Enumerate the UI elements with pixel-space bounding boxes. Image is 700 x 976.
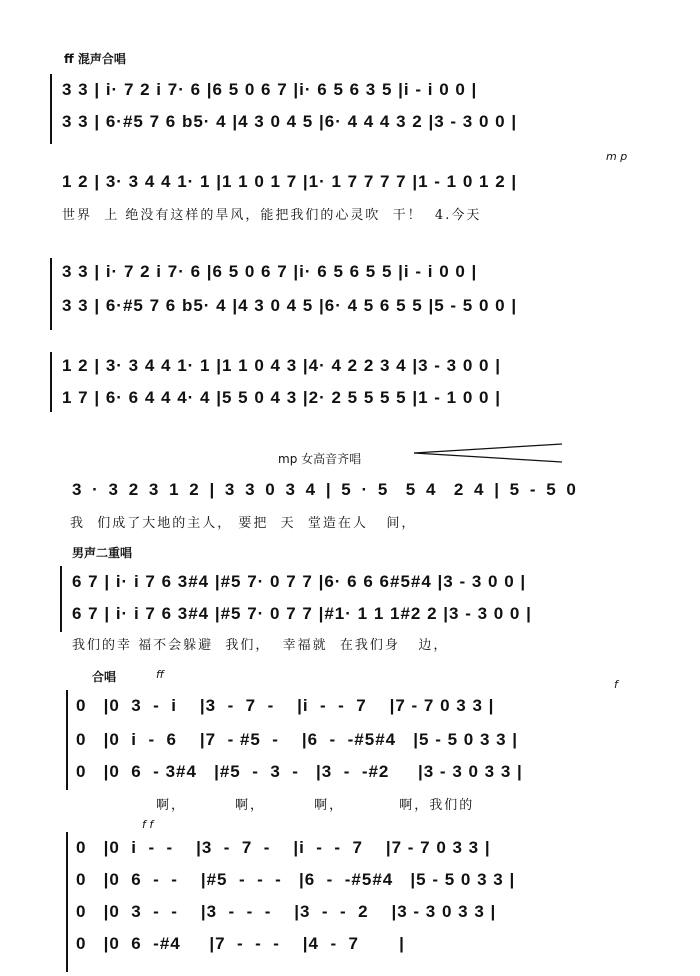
staff-line-upper-6: 6 7 | i· i 7 6 3#4 |#5 7· 0 7 7 |6· 6 6 6#5#4 |3 - 3 0 0 | [72,572,527,591]
dynamic-mark-f: f [614,678,618,691]
system-bracket [50,352,52,412]
system-bracket [66,690,68,790]
staff-line-chorus-7c: 0 |0 6 - 3#4 |#5 - 3 - |3 - -#2 |3 - 3 0 3 3 | [76,762,523,781]
staff-line-tenor-4: 1 2 | 3· 3 4 4 1· 1 |1 1 0 4 3 |4· 4 2 2 3 4 |3 - 3 0 0 | [62,356,501,375]
staff-line-chorus-8d: 0 |0 6 -#4 |7 - - - |4 - 7 | [76,934,405,953]
section-label-female-unison: mp 女高音齐唱 [278,452,362,466]
staff-line-alto-3: 3 3 | 6·#5 7 6 b5· 4 |4 3 0 4 5 |6· 4 5 6 5 5 |5 - 5 0 0 | [62,296,518,315]
lyrics-line-7: 啊， 啊， 啊， 啊，我们的 [156,798,475,813]
staff-line-chorus-8a: 0 |0 i - - |3 - 7 - |i - - 7 |7 - 7 0 3 3 | [76,838,491,857]
lyrics-line-6: 我们的幸 福不会躲避 我们， 幸福就 在我们身 边， [72,638,449,653]
crescendo-hairpin [414,442,564,464]
staff-line-chorus-8b: 0 |0 6 - - |#5 - - - |6 - -#5#4 |5 - 5 0 3 3 | [76,870,516,889]
staff-line-soprano-1: 3 3 | i· 7 2 i 7· 6 |6 5 0 6 7 |i· 6 5 6 3 5 |i - i 0 0 | [62,80,478,99]
staff-line-melody-2: 1 2 | 3· 3 4 4 1· 1 |1 1 0 1 7 |1· 1 7 7 7 7 |1 - 1 0 1 2 | [62,172,518,191]
system-bracket [50,258,52,330]
section-label-mixed-choir: ff 混声合唱 [64,52,126,66]
staff-line-chorus-7a: 0 |0 3 - i |3 - 7 - |i - - 7 |7 - 7 0 3 3 | [76,696,495,715]
staff-line-chorus-8c: 0 |0 3 - - |3 - - - |3 - - 2 |3 - 3 0 3 3 | [76,902,497,921]
system-bracket [60,566,62,632]
dynamic-mark-ff: ff [156,668,164,681]
dynamic-mark-mp: m p [606,150,628,163]
system-bracket [66,832,68,972]
staff-line-lower-6: 6 7 | i· i 7 6 3#4 |#5 7· 0 7 7 |#1· 1 1 1#2 2 |3 - 3 0 0 | [72,604,532,623]
staff-line-chorus-7b: 0 |0 i - 6 |7 - #5 - |6 - -#5#4 |5 - 5 0 3 3 | [76,730,519,749]
section-label-chorus: 合唱 [92,670,117,684]
lyrics-line-5: 我 们成了大地的主人， 要把 天 堂造在人 间， [70,516,417,531]
system-bracket [50,74,52,144]
dynamic-mark-ff-2: f f [142,818,154,831]
staff-line-alto-1: 3 3 | 6·#5 7 6 b5· 4 |4 3 0 4 5 |6· 4 4 4 3 2 |3 - 3 0 0 | [62,112,518,131]
staff-line-bass-4: 1 7 | 6· 6 4 4 4· 4 |5 5 0 4 3 |2· 2 5 5 5 5 |1 - 1 0 0 | [62,388,501,407]
staff-line-female-5: 3 · 3 2 3 1 2 | 3 3 0 3 4 | 5 · 5 5 4 2 4 | 5 - 5 0 [72,480,579,499]
lyrics-line-2: 世界 上 绝没有这样的旱风，能把我们的心灵吹 干！ 4.今天 [62,208,482,223]
staff-line-soprano-3: 3 3 | i· 7 2 i 7· 6 |6 5 0 6 7 |i· 6 5 6 5 5 |i - i 0 0 | [62,262,478,281]
section-label-male-duet: 男声二重唱 [72,546,133,560]
